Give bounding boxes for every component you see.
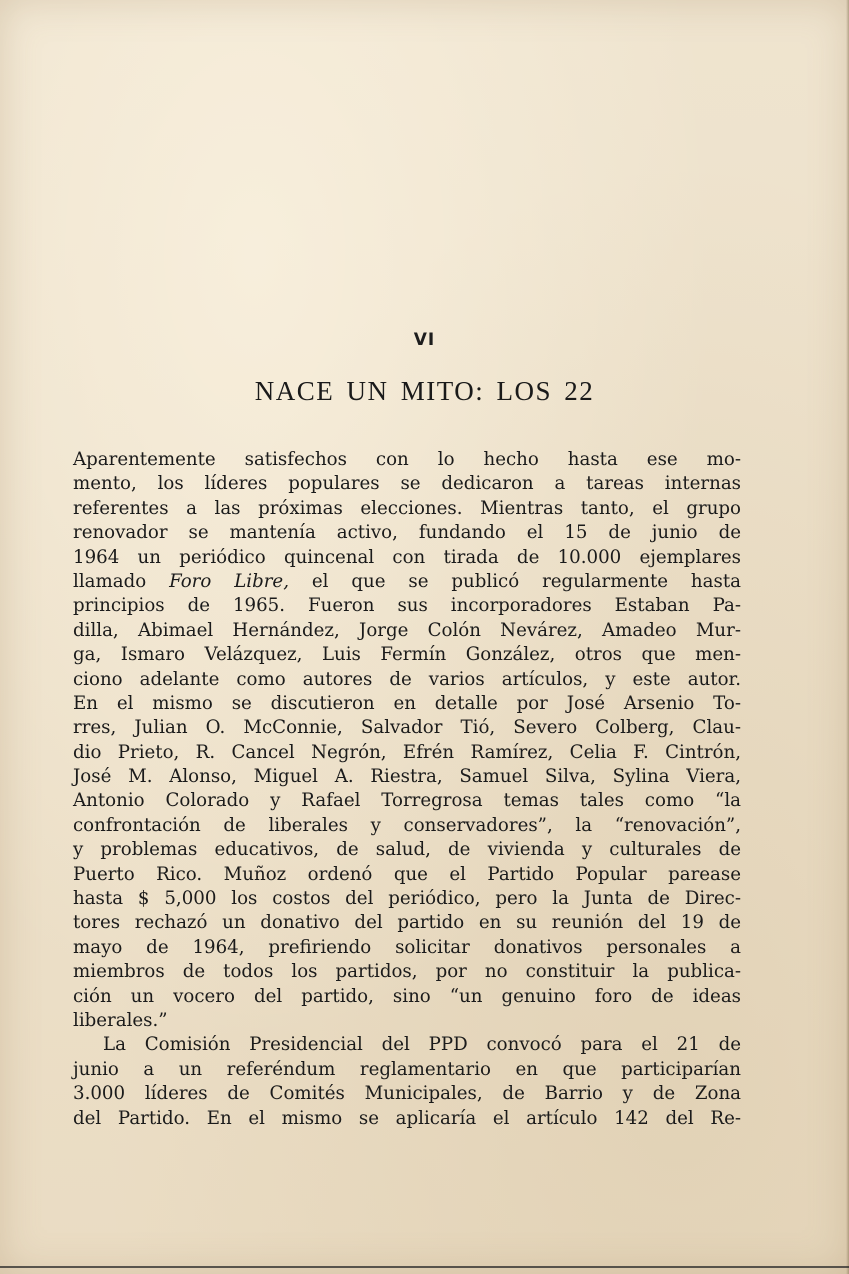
text-line: ción un vocero del partido, sino “un genuino foro de ideas [73, 985, 741, 1007]
chapter-number: VI [413, 330, 436, 350]
text-line: En el mismo se discutieron en detalle por José Arsenio To- [73, 692, 741, 714]
text-line: hasta $ 5,000 los costos del periódico, pero la Junta de Direc- [73, 888, 741, 910]
text-line: principios de 1965. Fueron sus incorporadores Estaban Pa- [73, 595, 741, 617]
text-line: dilla, Abimael Hernández, Jorge Colón Nevárez, Amadeo Mur- [73, 619, 741, 641]
text-line: confrontación de liberales y conservadores”, la “renovación”, [73, 814, 741, 836]
text-line: referentes a las próximas elecciones. Mientras tanto, el grupo [73, 497, 741, 519]
text-line: y problemas educativos, de salud, de vivienda y culturales de [73, 839, 741, 861]
chapter-title: NACE UN MITO: LOS 22 [254, 376, 595, 406]
text-line: mento, los líderes populares se dedicaron a tareas internas [73, 473, 741, 495]
text-line: Aparentemente satisfechos con lo hecho hasta ese mo- [73, 449, 741, 470]
text-line: Antonio Colorado y Rafael Torregrosa temas tales como “la [73, 790, 741, 812]
text-line: José M. Alonso, Miguel A. Riestra, Samuel Silva, Sylina Viera, [73, 766, 741, 788]
chapter-body-text [73, 448, 741, 1131]
text-line: renovador se mantenía activo, fundando el 15 de junio de [73, 522, 741, 544]
paragraph-2 [73, 1033, 741, 1131]
text-line-with-italic [73, 570, 741, 594]
text-line: rres, Julian O. McConnie, Salvador Tió, Severo Colberg, Clau- [73, 717, 741, 739]
text-segment: llamado [73, 570, 147, 592]
text-line: ga, Ismaro Velázquez, Luis Fermín González, otros que men- [73, 644, 741, 666]
text-line: 1964 un periódico quincenal con tirada de 10.000 ejemplares [73, 546, 741, 568]
text-line: dio Prieto, R. Cancel Negrón, Efrén Ramírez, Celia F. Cintrón, [73, 741, 741, 763]
text-line: del Partido. En el mismo se aplicaría el artículo 142 del Re- [73, 1107, 741, 1129]
text-segment: el que se publicó regularmente hasta [311, 570, 741, 592]
text-line: mayo de 1964, prefiriendo solicitar donativos personales a [73, 936, 741, 958]
paragraph-1 [73, 448, 741, 1033]
text-line: 3.000 líderes de Comités Municipales, de Barrio y de Zona [73, 1083, 741, 1105]
text-line: miembros de todos los partidos, por no constituir la publica- [73, 961, 741, 983]
periodical-title: Foro Libre, [169, 570, 289, 592]
text-line: junio a un referéndum reglamentario en que participarían [73, 1058, 741, 1080]
text-line: tores rechazó un donativo del partido en su reunión del 19 de [73, 912, 741, 934]
text-line: ciono adelante como autores de varios artículos, y este autor. [73, 668, 741, 690]
page-bottom-edge [0, 1266, 849, 1268]
text-line: liberales.” [73, 1009, 168, 1031]
text-line: Puerto Rico. Muñoz ordenó que el Partido Popular parease [73, 863, 741, 885]
text-line: La Comisión Presidencial del PPD convocó para el 21 de [103, 1034, 741, 1056]
